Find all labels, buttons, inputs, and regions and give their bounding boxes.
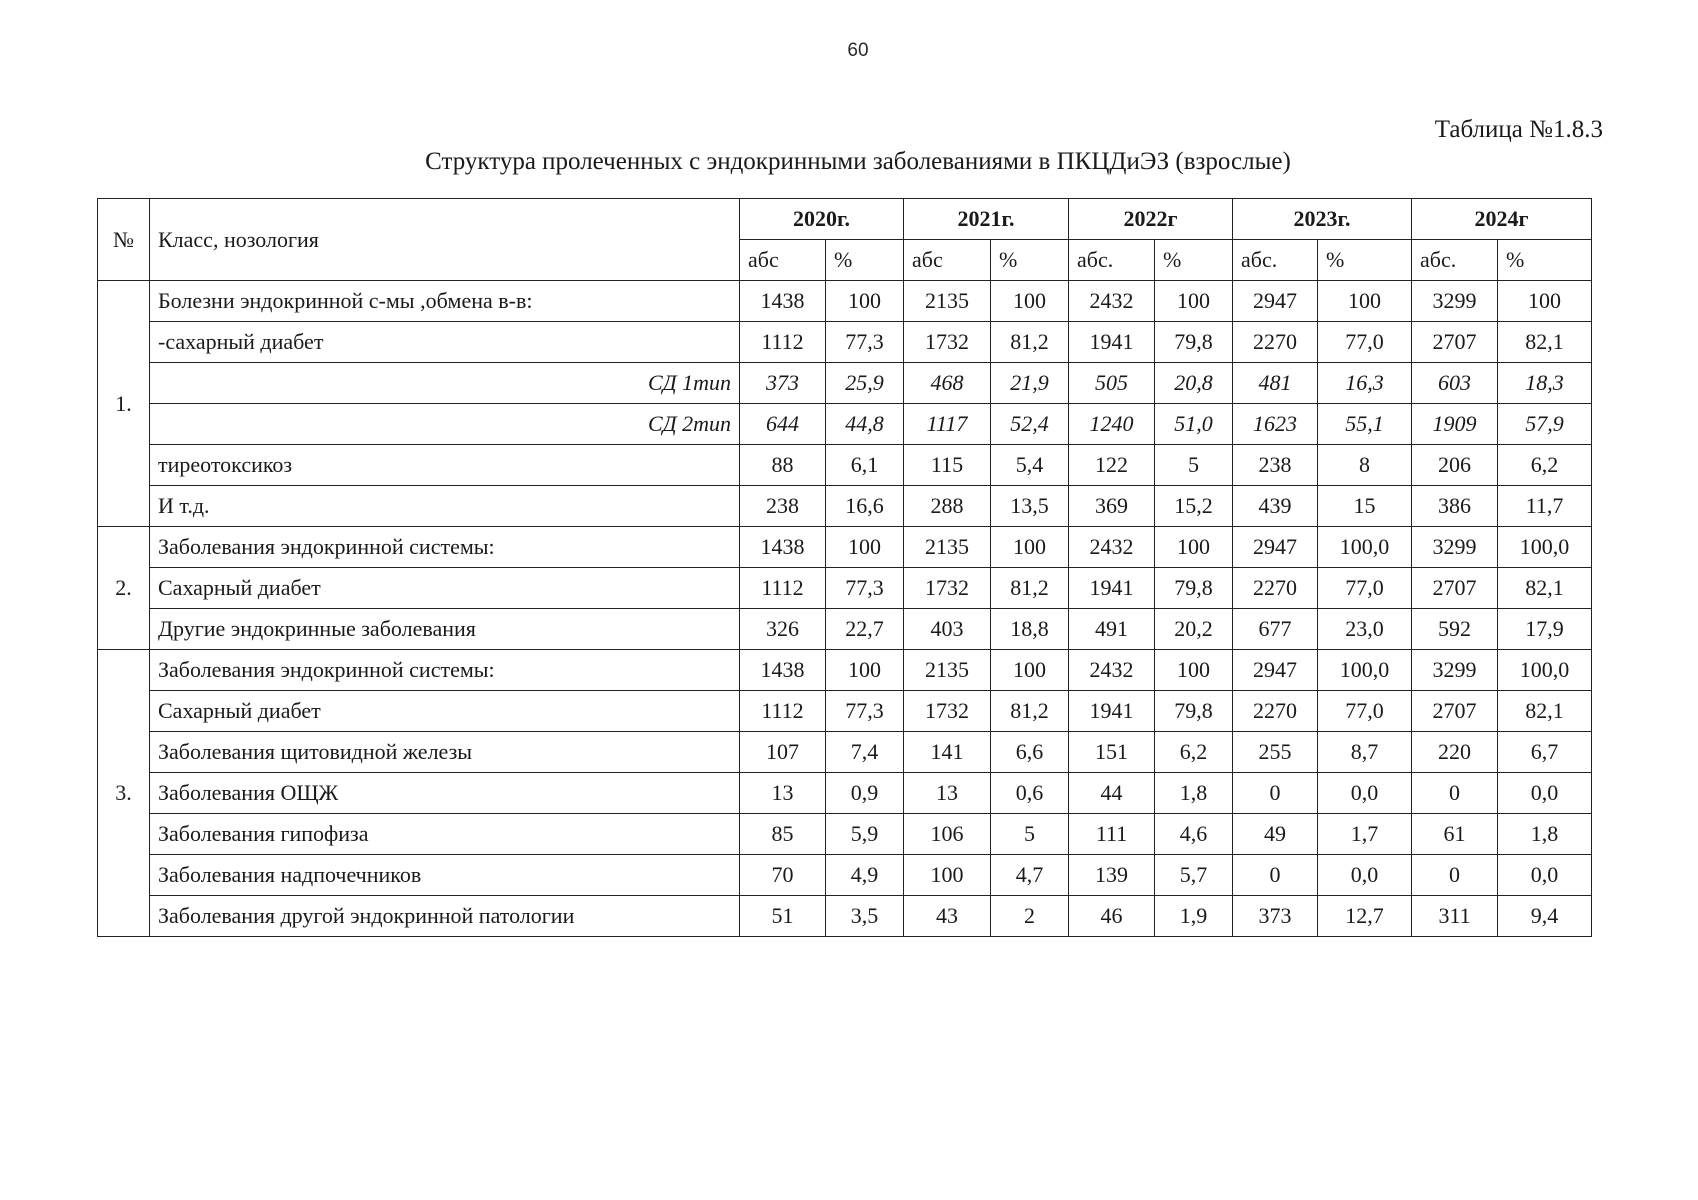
cell-abs: 1438 [740,527,826,568]
cell-abs: 1909 [1412,404,1498,445]
cell-abs: 139 [1069,855,1155,896]
cell-abs: 0 [1233,773,1318,814]
cell-percent: 25,9 [826,363,904,404]
cell-abs: 44 [1069,773,1155,814]
cell-percent: 6,2 [1498,445,1592,486]
cell-abs: 2947 [1233,527,1318,568]
table-row [98,527,1592,568]
cell-percent: 6,1 [826,445,904,486]
header-abs: абс [740,240,826,281]
cell-abs: 106 [904,814,991,855]
table-row [98,568,1592,609]
cell-percent: 44,8 [826,404,904,445]
cell-percent: 5,9 [826,814,904,855]
cell-abs: 85 [740,814,826,855]
cell-abs: 46 [1069,896,1155,937]
table-row [98,773,1592,814]
table-header [98,199,1592,281]
cell-percent: 81,2 [991,691,1069,732]
header-year: 2021г. [904,199,1069,240]
cell-percent: 0,0 [1498,773,1592,814]
header-abs: абс [904,240,991,281]
cell-abs: 2432 [1069,527,1155,568]
row-label: Болезни эндокринной с-мы ,обмена в-в: [150,281,740,322]
cell-abs: 122 [1069,445,1155,486]
cell-percent: 51,0 [1155,404,1233,445]
table-row [98,650,1592,691]
cell-abs: 151 [1069,732,1155,773]
cell-percent: 0,0 [1498,855,1592,896]
cell-percent: 79,8 [1155,568,1233,609]
cell-percent: 100,0 [1498,527,1592,568]
cell-abs: 1941 [1069,691,1155,732]
header-percent: % [826,240,904,281]
header-percent: % [1318,240,1412,281]
cell-abs: 1112 [740,568,826,609]
header-number: № [98,199,150,281]
row-label: Другие эндокринные заболевания [150,609,740,650]
cell-abs: 311 [1412,896,1498,937]
cell-percent: 100,0 [1498,650,1592,691]
cell-abs: 2270 [1233,322,1318,363]
cell-percent: 11,7 [1498,486,1592,527]
cell-abs: 3299 [1412,527,1498,568]
cell-abs: 677 [1233,609,1318,650]
cell-percent: 57,9 [1498,404,1592,445]
cell-abs: 2270 [1233,568,1318,609]
cell-percent: 77,0 [1318,691,1412,732]
cell-percent: 100 [826,281,904,322]
header-class: Класс, нозология [150,199,740,281]
cell-abs: 373 [1233,896,1318,937]
group-index: 2. [98,527,150,650]
cell-percent: 5,7 [1155,855,1233,896]
cell-abs: 326 [740,609,826,650]
cell-percent: 3,5 [826,896,904,937]
cell-abs: 2947 [1233,281,1318,322]
cell-abs: 1240 [1069,404,1155,445]
cell-percent: 5,4 [991,445,1069,486]
cell-percent: 6,7 [1498,732,1592,773]
cell-percent: 9,4 [1498,896,1592,937]
cell-percent: 100 [1155,281,1233,322]
cell-percent: 15,2 [1155,486,1233,527]
cell-abs: 0 [1412,773,1498,814]
cell-percent: 18,3 [1498,363,1592,404]
cell-percent: 0,0 [1318,855,1412,896]
cell-percent: 7,4 [826,732,904,773]
row-label: Заболевания эндокринной системы: [150,527,740,568]
cell-abs: 3299 [1412,650,1498,691]
cell-percent: 55,1 [1318,404,1412,445]
cell-percent: 77,0 [1318,322,1412,363]
cell-abs: 2135 [904,281,991,322]
table-row [98,732,1592,773]
cell-percent: 82,1 [1498,568,1592,609]
row-label: Сахарный диабет [150,691,740,732]
cell-abs: 373 [740,363,826,404]
header-year: 2023г. [1233,199,1412,240]
header-percent: % [1498,240,1592,281]
cell-abs: 1117 [904,404,991,445]
cell-abs: 0 [1233,855,1318,896]
header-year: 2020г. [740,199,904,240]
cell-abs: 111 [1069,814,1155,855]
cell-abs: 1438 [740,281,826,322]
cell-percent: 100 [1155,527,1233,568]
cell-percent: 15 [1318,486,1412,527]
cell-abs: 0 [1412,855,1498,896]
table-row [98,855,1592,896]
cell-percent: 100 [991,650,1069,691]
table-body [98,281,1592,937]
cell-abs: 2135 [904,527,991,568]
row-label: СД 2тип [150,404,740,445]
header-row-years [98,199,1592,240]
cell-abs: 238 [740,486,826,527]
header-year: 2022г [1069,199,1233,240]
cell-percent: 6,6 [991,732,1069,773]
cell-abs: 481 [1233,363,1318,404]
cell-percent: 81,2 [991,322,1069,363]
cell-abs: 288 [904,486,991,527]
table-row [98,814,1592,855]
header-abs: абс. [1412,240,1498,281]
header-abs: абс. [1069,240,1155,281]
cell-percent: 5 [991,814,1069,855]
cell-abs: 1112 [740,691,826,732]
cell-percent: 0,6 [991,773,1069,814]
cell-abs: 1623 [1233,404,1318,445]
table-row [98,691,1592,732]
cell-abs: 1941 [1069,568,1155,609]
page-number: 60 [847,40,869,61]
table-row [98,896,1592,937]
cell-abs: 468 [904,363,991,404]
cell-percent: 79,8 [1155,691,1233,732]
header-abs: абс. [1233,240,1318,281]
cell-abs: 206 [1412,445,1498,486]
table-row [98,445,1592,486]
cell-percent: 1,8 [1155,773,1233,814]
cell-percent: 79,8 [1155,322,1233,363]
cell-abs: 51 [740,896,826,937]
table-row [98,322,1592,363]
cell-percent: 100,0 [1318,527,1412,568]
cell-abs: 255 [1233,732,1318,773]
cell-percent: 22,7 [826,609,904,650]
row-label: Заболевания щитовидной железы [150,732,740,773]
cell-percent: 0,9 [826,773,904,814]
row-label: СД 1тип [150,363,740,404]
cell-percent: 20,8 [1155,363,1233,404]
cell-abs: 2707 [1412,568,1498,609]
cell-percent: 100,0 [1318,650,1412,691]
cell-percent: 16,3 [1318,363,1412,404]
header-percent: % [1155,240,1233,281]
cell-percent: 77,0 [1318,568,1412,609]
cell-abs: 369 [1069,486,1155,527]
cell-abs: 386 [1412,486,1498,527]
cell-abs: 1438 [740,650,826,691]
cell-abs: 13 [904,773,991,814]
cell-abs: 141 [904,732,991,773]
cell-percent: 4,9 [826,855,904,896]
cell-abs: 2707 [1412,691,1498,732]
cell-percent: 77,3 [826,568,904,609]
cell-abs: 2432 [1069,650,1155,691]
cell-abs: 49 [1233,814,1318,855]
cell-abs: 238 [1233,445,1318,486]
table-number: Таблица №1.8.3 [1434,116,1603,143]
cell-percent: 1,9 [1155,896,1233,937]
cell-percent: 12,7 [1318,896,1412,937]
cell-percent: 100 [826,527,904,568]
cell-abs: 2432 [1069,281,1155,322]
cell-abs: 1732 [904,322,991,363]
table-row [98,281,1592,322]
cell-abs: 505 [1069,363,1155,404]
row-label: Заболевания ОЩЖ [150,773,740,814]
header-percent: % [991,240,1069,281]
cell-abs: 115 [904,445,991,486]
cell-percent: 20,2 [1155,609,1233,650]
cell-percent: 8,7 [1318,732,1412,773]
table-row [98,363,1592,404]
row-label: Заболевания гипофиза [150,814,740,855]
cell-percent: 4,7 [991,855,1069,896]
cell-abs: 70 [740,855,826,896]
cell-percent: 100 [1318,281,1412,322]
row-label: И т.д. [150,486,740,527]
cell-percent: 18,8 [991,609,1069,650]
table-row [98,609,1592,650]
cell-percent: 2 [991,896,1069,937]
cell-percent: 82,1 [1498,691,1592,732]
row-label: -сахарный диабет [150,322,740,363]
cell-abs: 2947 [1233,650,1318,691]
cell-abs: 491 [1069,609,1155,650]
cell-abs: 220 [1412,732,1498,773]
table-title: Структура пролеченных с эндокринными заболеваниями в ПКЦДиЭЗ (взрослые) [425,148,1291,175]
row-label: Заболевания эндокринной системы: [150,650,740,691]
cell-percent: 16,6 [826,486,904,527]
cell-percent: 8 [1318,445,1412,486]
data-table [97,198,1592,937]
cell-abs: 107 [740,732,826,773]
cell-percent: 4,6 [1155,814,1233,855]
cell-percent: 1,7 [1318,814,1412,855]
cell-percent: 100 [991,281,1069,322]
cell-percent: 21,9 [991,363,1069,404]
cell-abs: 1732 [904,568,991,609]
cell-abs: 592 [1412,609,1498,650]
cell-abs: 3299 [1412,281,1498,322]
cell-percent: 52,4 [991,404,1069,445]
cell-percent: 5 [1155,445,1233,486]
cell-abs: 1732 [904,691,991,732]
cell-percent: 100 [991,527,1069,568]
cell-abs: 2135 [904,650,991,691]
group-index: 3. [98,650,150,937]
cell-abs: 2270 [1233,691,1318,732]
cell-percent: 81,2 [991,568,1069,609]
table-row [98,404,1592,445]
header-year: 2024г [1412,199,1592,240]
row-label: Заболевания надпочечников [150,855,740,896]
cell-abs: 43 [904,896,991,937]
cell-abs: 439 [1233,486,1318,527]
cell-abs: 1941 [1069,322,1155,363]
cell-percent: 77,3 [826,691,904,732]
table-row [98,486,1592,527]
row-label: Сахарный диабет [150,568,740,609]
cell-abs: 644 [740,404,826,445]
row-label: тиреотоксикоз [150,445,740,486]
cell-abs: 1112 [740,322,826,363]
cell-percent: 100 [1498,281,1592,322]
cell-abs: 13 [740,773,826,814]
cell-abs: 603 [1412,363,1498,404]
cell-percent: 77,3 [826,322,904,363]
cell-percent: 100 [1155,650,1233,691]
cell-percent: 1,8 [1498,814,1592,855]
cell-abs: 100 [904,855,991,896]
cell-percent: 23,0 [1318,609,1412,650]
cell-percent: 13,5 [991,486,1069,527]
cell-abs: 88 [740,445,826,486]
cell-percent: 17,9 [1498,609,1592,650]
cell-percent: 82,1 [1498,322,1592,363]
cell-percent: 100 [826,650,904,691]
cell-abs: 403 [904,609,991,650]
row-label: Заболевания другой эндокринной патологии [150,896,740,937]
cell-percent: 0,0 [1318,773,1412,814]
cell-percent: 6,2 [1155,732,1233,773]
cell-abs: 2707 [1412,322,1498,363]
cell-abs: 61 [1412,814,1498,855]
group-index: 1. [98,281,150,527]
